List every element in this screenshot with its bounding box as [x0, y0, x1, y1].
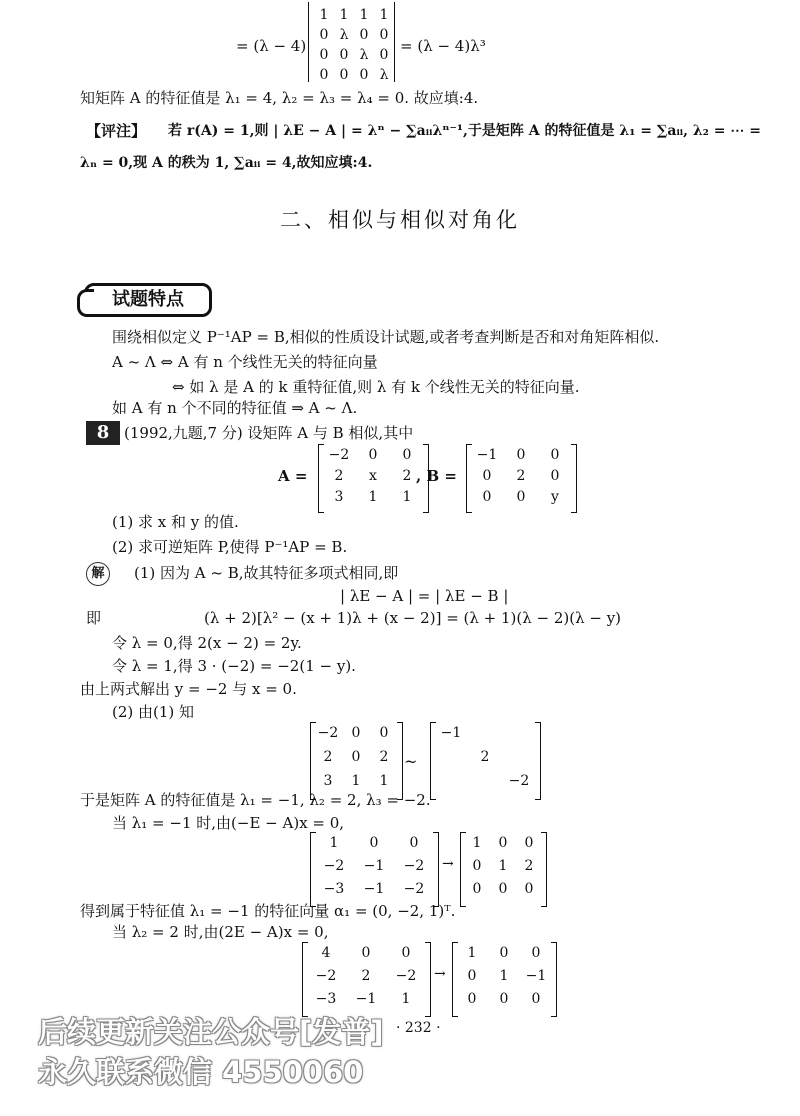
matrix-cell: 0: [361, 945, 371, 961]
solution-step-1: (1) 因为 A ~ B,故其特征多项式相同,即: [134, 564, 399, 582]
matrix-cell: 0: [319, 27, 329, 43]
matrix-cell: 2: [361, 968, 371, 984]
matrix-cell: 0: [379, 27, 389, 43]
matrix-cell: 0: [516, 447, 526, 463]
matrix-cell: λ: [339, 27, 349, 43]
matrix-cell: 4: [321, 945, 331, 961]
matrix-cell: 0: [369, 835, 379, 851]
question-1: (1) 求 x 和 y 的值.: [112, 513, 239, 531]
matrix-cell: 1: [379, 773, 389, 789]
matrix-cell: 0: [319, 67, 329, 83]
solution-icon: 解: [86, 562, 110, 586]
matrix-cell: 0: [379, 725, 389, 741]
matrix-B-label: , B =: [416, 467, 457, 485]
matrix-cell: 0: [359, 67, 369, 83]
matrix-cell: 0: [550, 447, 560, 463]
question-2: (2) 求可逆矩阵 P,使得 P⁻¹AP = B.: [112, 538, 348, 556]
matrix-cell: 0: [482, 468, 492, 484]
matrix-cell: 0: [368, 447, 378, 463]
case2-arrow: →: [434, 966, 446, 982]
matrix-cell: −1: [355, 991, 377, 1007]
matrix-cell: 0: [351, 725, 361, 741]
char-equation: | λE − A | = | λE − B |: [340, 587, 509, 605]
matrix-cell: −2: [323, 858, 345, 874]
matrix-cell: 1: [498, 858, 508, 874]
case-2: 当 λ₂ = 2 时,由(2E − A)x = 0,: [112, 923, 329, 941]
matrix-cell: 2: [402, 468, 412, 484]
intro-line-1: 围绕相似定义 P⁻¹AP = B,相似的性质设计试题,或者考查判断是否和对角矩阵相似.: [112, 328, 660, 346]
matrix-cell: 0: [472, 881, 482, 897]
matrix-cell: λ: [359, 47, 369, 63]
det-prefix: = (λ − 4): [236, 37, 307, 55]
remark-line2: λₙ = 0,现 A 的秩为 1, ∑aᵢᵢ = 4,故知应填:4.: [80, 155, 373, 171]
matrix-cell: 0: [550, 468, 560, 484]
eigenvector-1: 得到属于特征值 λ₁ = −1 的特征向量 α₁ = (0, −2, 1)ᵀ.: [80, 902, 456, 920]
matrix-cell: 0: [472, 858, 482, 874]
matrix-cell: 0: [401, 945, 411, 961]
ji-label: 即: [86, 609, 102, 627]
matrix-cell: 1: [319, 7, 329, 23]
matrix-cell: 0: [402, 447, 412, 463]
let-one: 令 λ = 1,得 3 · (−2) = −2(1 − y).: [112, 657, 356, 675]
matrix-cell: −2: [403, 881, 425, 897]
matrix-cell: −2: [328, 447, 350, 463]
matrix-cell: 0: [516, 489, 526, 505]
problem-statement: (1992,九题,7 分) 设矩阵 A 与 B 相似,其中: [124, 424, 414, 442]
result-line: 由上两式解出 y = −2 与 x = 0.: [80, 680, 297, 698]
matrix-cell: x: [369, 468, 377, 484]
matrix-A-label: A =: [278, 467, 308, 485]
matrix-cell: 2: [334, 468, 344, 484]
matrix-cell: 3: [334, 489, 344, 505]
matrix-cell: y: [551, 489, 559, 505]
matrix-cell: −1: [476, 447, 498, 463]
matrix-cell: 2: [524, 858, 534, 874]
eigen-line: 知矩阵 A 的特征值是 λ₁ = 4, λ₂ = λ₃ = λ₄ = 0. 故应填:4.: [80, 89, 479, 107]
matrix-cell: 2: [480, 749, 490, 765]
matrix-cell: 0: [531, 991, 541, 1007]
matrix-cell: 1: [467, 945, 477, 961]
watermark-line-2: 永久联系微信 4550060: [38, 1055, 364, 1089]
matrix-cell: 1: [329, 835, 339, 851]
matrix-cell: 0: [524, 881, 534, 897]
page-number: · 232 ·: [396, 1020, 441, 1036]
let-zero: 令 λ = 0,得 2(x − 2) = 2y.: [112, 634, 302, 652]
feature-badge-label: 试题特点: [112, 289, 184, 310]
matrix-cell: 0: [482, 489, 492, 505]
matrix-cell: 1: [379, 7, 389, 23]
matrix-cell: 1: [351, 773, 361, 789]
matrix-cell: 0: [409, 835, 419, 851]
matrix-cell: 1: [402, 489, 412, 505]
problem-number-badge: 8: [86, 421, 120, 445]
matrix-cell: 1: [401, 991, 411, 1007]
matrix-cell: 0: [498, 835, 508, 851]
remark-line1: 若 r(A) = 1,则 | λE − A | = λⁿ − ∑aᵢᵢλⁿ⁻¹,于是矩阵 A 的特征值是 λ₁ = ∑aᵢᵢ, λ₂ = ⋯ =: [168, 123, 761, 139]
remark-label: 【评注】: [86, 122, 147, 140]
intro-line-3: ⇔ 如 λ 是 A 的 k 重特征值,则 λ 有 k 个线性无关的特征向量.: [172, 378, 580, 396]
matrix-cell: 2: [379, 749, 389, 765]
matrix-cell: −3: [323, 881, 345, 897]
matrix-cell: 0: [359, 27, 369, 43]
matrix-cell: 1: [499, 968, 509, 984]
matrix-cell: 0: [339, 47, 349, 63]
matrix-cell: 1: [359, 7, 369, 23]
matrix-cell: λ: [379, 67, 389, 83]
matrix-cell: 1: [339, 7, 349, 23]
similar-symbol: ~: [404, 752, 418, 771]
expansion: (λ + 2)[λ² − (x + 1)λ + (x − 2)] = (λ + 1)(λ − 2)(λ − y): [204, 609, 622, 627]
matrix-cell: −1: [525, 968, 547, 984]
matrix-cell: −3: [315, 991, 337, 1007]
det-left-bar: [308, 2, 309, 82]
matrix-cell: 0: [499, 945, 509, 961]
matrix-cell: 3: [323, 773, 333, 789]
matrix-cell: 0: [524, 835, 534, 851]
matrix-cell: −1: [440, 725, 462, 741]
section-title: 二、相似与相似对角化: [280, 208, 520, 232]
matrix-cell: 2: [516, 468, 526, 484]
intro-line-2: A ~ Λ ⇔ A 有 n 个线性无关的特征向量: [112, 353, 378, 371]
matrix-cell: −1: [363, 858, 385, 874]
eigenvalues-line: 于是矩阵 A 的特征值是 λ₁ = −1, λ₂ = 2, λ₃ = −2.: [80, 791, 431, 809]
watermark-line-1: 后续更新关注公众号[发普]: [38, 1015, 384, 1049]
matrix-cell: 0: [351, 749, 361, 765]
matrix-cell: 0: [498, 881, 508, 897]
case1-arrow: →: [442, 856, 454, 872]
intro-line-4: 如 A 有 n 个不同的特征值 ⇒ A ~ Λ.: [112, 399, 358, 417]
matrix-cell: −2: [395, 968, 417, 984]
matrix-cell: 0: [339, 67, 349, 83]
matrix-cell: 0: [467, 991, 477, 1007]
matrix-cell: −2: [317, 725, 339, 741]
det-right-bar: [394, 2, 395, 82]
matrix-cell: 0: [499, 991, 509, 1007]
matrix-cell: 0: [319, 47, 329, 63]
det-suffix: = (λ − 4)λ³: [400, 37, 486, 55]
matrix-cell: −2: [315, 968, 337, 984]
matrix-cell: 1: [472, 835, 482, 851]
matrix-cell: −2: [403, 858, 425, 874]
case-1: 当 λ₁ = −1 时,由(−E − A)x = 0,: [112, 814, 345, 832]
part-2: (2) 由(1) 知: [112, 703, 195, 721]
matrix-cell: 1: [368, 489, 378, 505]
matrix-cell: 0: [379, 47, 389, 63]
matrix-cell: −2: [508, 773, 530, 789]
matrix-cell: −1: [363, 881, 385, 897]
matrix-cell: 2: [323, 749, 333, 765]
matrix-cell: 0: [531, 945, 541, 961]
matrix-cell: 0: [467, 968, 477, 984]
feature-badge: [84, 283, 212, 317]
